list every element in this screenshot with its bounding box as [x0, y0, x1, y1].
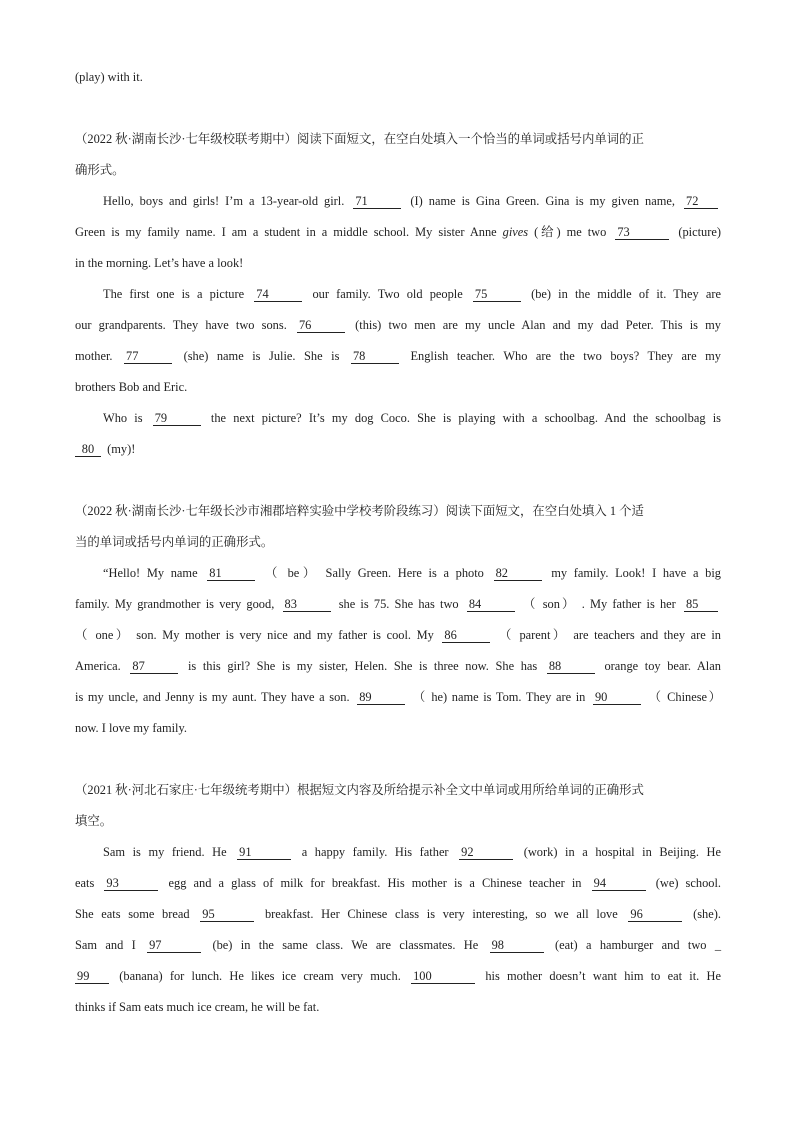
answer-blank[interactable]: 84 — [467, 597, 515, 612]
answer-blank[interactable]: 83 — [283, 597, 331, 612]
answer-blank[interactable]: 82 — [494, 566, 542, 581]
answer-blank[interactable]: 85 — [684, 597, 718, 612]
answer-blank[interactable]: 94 — [592, 876, 646, 891]
paragraph-line: eats 93 egg and a glass of milk for breakfast. His mother is a Chinese teacher in 94 (we) school. — [75, 876, 722, 890]
paragraph-line: brothers Bob and Eric. — [75, 380, 188, 394]
paragraph-line: 99 (banana) for lunch. He likes ice cream very much. 100 his mother doesn’t want him to eat it. He — [77, 969, 721, 983]
answer-blank[interactable]: 72 — [684, 194, 718, 209]
answer-blank[interactable]: 73 — [615, 225, 669, 240]
paragraph-line: family. My grandmother is very good, 83 she is 75. She has two 84 （ son） . My father is her 85 — [75, 589, 721, 620]
section-heading: 填空。 — [75, 814, 113, 828]
section-heading: 确形式。 — [75, 163, 125, 177]
paragraph-line: is my uncle, and Jenny is my aunt. They have a son. 89 （ he) name is Tom. They are in 90 （ Chinese） — [75, 690, 721, 704]
paragraph-line: “Hello! My name 81 （ be） Sally Green. Here is a photo 82 my family. Look! I have a big — [103, 566, 721, 580]
paragraph-line: Green is my family name. I am a student in a middle school. My sister Anne gives (给) me two 73 (picture) — [75, 225, 721, 239]
answer-blank[interactable]: 81 — [207, 566, 255, 581]
answer-blank[interactable]: 98 — [490, 938, 544, 953]
paragraph-line: (play) with it. — [75, 70, 143, 84]
section-heading: 当的单词或括号内单词的正确形式。 — [75, 535, 274, 549]
paragraph-line: our grandparents. They have two sons. 76 (this) two men are my uncle Alan and my dad Peter. This is my — [75, 318, 721, 332]
paragraph-line: Sam and I 97 (be) in the same class. We are classmates. He 98 (eat) a hamburger and two _ — [75, 938, 722, 952]
answer-blank[interactable]: 77 — [124, 349, 172, 364]
paragraph-line: in the morning. Let’s have a look! — [75, 256, 244, 270]
answer-blank[interactable]: 92 — [459, 845, 513, 860]
document-page — [75, 62, 721, 1023]
answer-blank[interactable]: 91 — [237, 845, 291, 860]
answer-blank[interactable]: 95 — [200, 907, 254, 922]
paragraph-line: （ one） son. My mother is very nice and my father is cool. My 86 （ parent） are teachers and they are in — [75, 628, 721, 642]
paragraph-line: America. 87 is this girl? She is my sister, Helen. She is three now. She has 88 orange toy bear. Alan — [75, 659, 721, 673]
paragraph-line: Sam is my friend. He 91 a happy family. His father 92 (work) in a hospital in Beijing. He — [103, 845, 721, 859]
answer-blank[interactable]: 87 — [130, 659, 178, 674]
paragraph-line: Who is 79 the next picture? It’s my dog Coco. She is playing with a schoolbag. And the schoolbag is — [103, 411, 721, 425]
answer-blank[interactable]: 88 — [547, 659, 595, 674]
answer-blank[interactable]: 74 — [254, 287, 302, 302]
paragraph-line: mother. 77 (she) name is Julie. She is 78 English teacher. Who are the two boys? They are my — [75, 349, 721, 363]
answer-blank[interactable]: 93 — [104, 876, 158, 891]
paragraph-line: thinks if Sam eats much ice cream, he will be fat. — [75, 1000, 320, 1014]
answer-blank[interactable]: 100 — [411, 969, 475, 984]
answer-blank[interactable]: 97 — [147, 938, 201, 953]
answer-blank[interactable]: 79 — [153, 411, 201, 426]
section-heading: （2021 秋·河北石家庄·七年级统考期中）根据短文内容及所给提示补全文中单词或用所给单词的正确形式 — [75, 783, 644, 797]
paragraph-line: She eats some bread 95 breakfast. Her Chinese class is very interesting, so we all love 96 (she). — [75, 907, 721, 921]
answer-blank[interactable]: 80 — [75, 442, 101, 457]
answer-blank[interactable]: 71 — [353, 194, 401, 209]
answer-blank[interactable]: 86 — [442, 628, 490, 643]
answer-blank[interactable]: 99 — [75, 969, 109, 984]
answer-blank[interactable]: 96 — [628, 907, 682, 922]
answer-blank[interactable]: 76 — [297, 318, 345, 333]
answer-blank[interactable]: 89 — [357, 690, 405, 705]
section-heading: （2022 秋·湖南长沙·七年级校联考期中）阅读下面短文，在空白处填入一个恰当的单词或括号内单词的正 — [75, 132, 644, 146]
paragraph-line: now. I love my family. — [75, 721, 187, 735]
section-heading: （2022 秋·湖南长沙·七年级长沙市湘郡培粹实验中学校考阶段练习）阅读下面短文，在空白处填入 1 个适 — [75, 504, 644, 518]
paragraph-line: Hello, boys and girls! I’m a 13-year-old girl. 71 (I) name is Gina Green. Gina is my given name, 72 — [75, 186, 721, 217]
paragraph-line: 80 (my)! — [75, 434, 721, 465]
paragraph-line: The first one is a picture 74 our family. Two old people 75 (be) in the middle of it. They are — [103, 287, 721, 301]
answer-blank[interactable]: 90 — [593, 690, 641, 705]
answer-blank[interactable]: 75 — [473, 287, 521, 302]
answer-blank[interactable]: 78 — [351, 349, 399, 364]
